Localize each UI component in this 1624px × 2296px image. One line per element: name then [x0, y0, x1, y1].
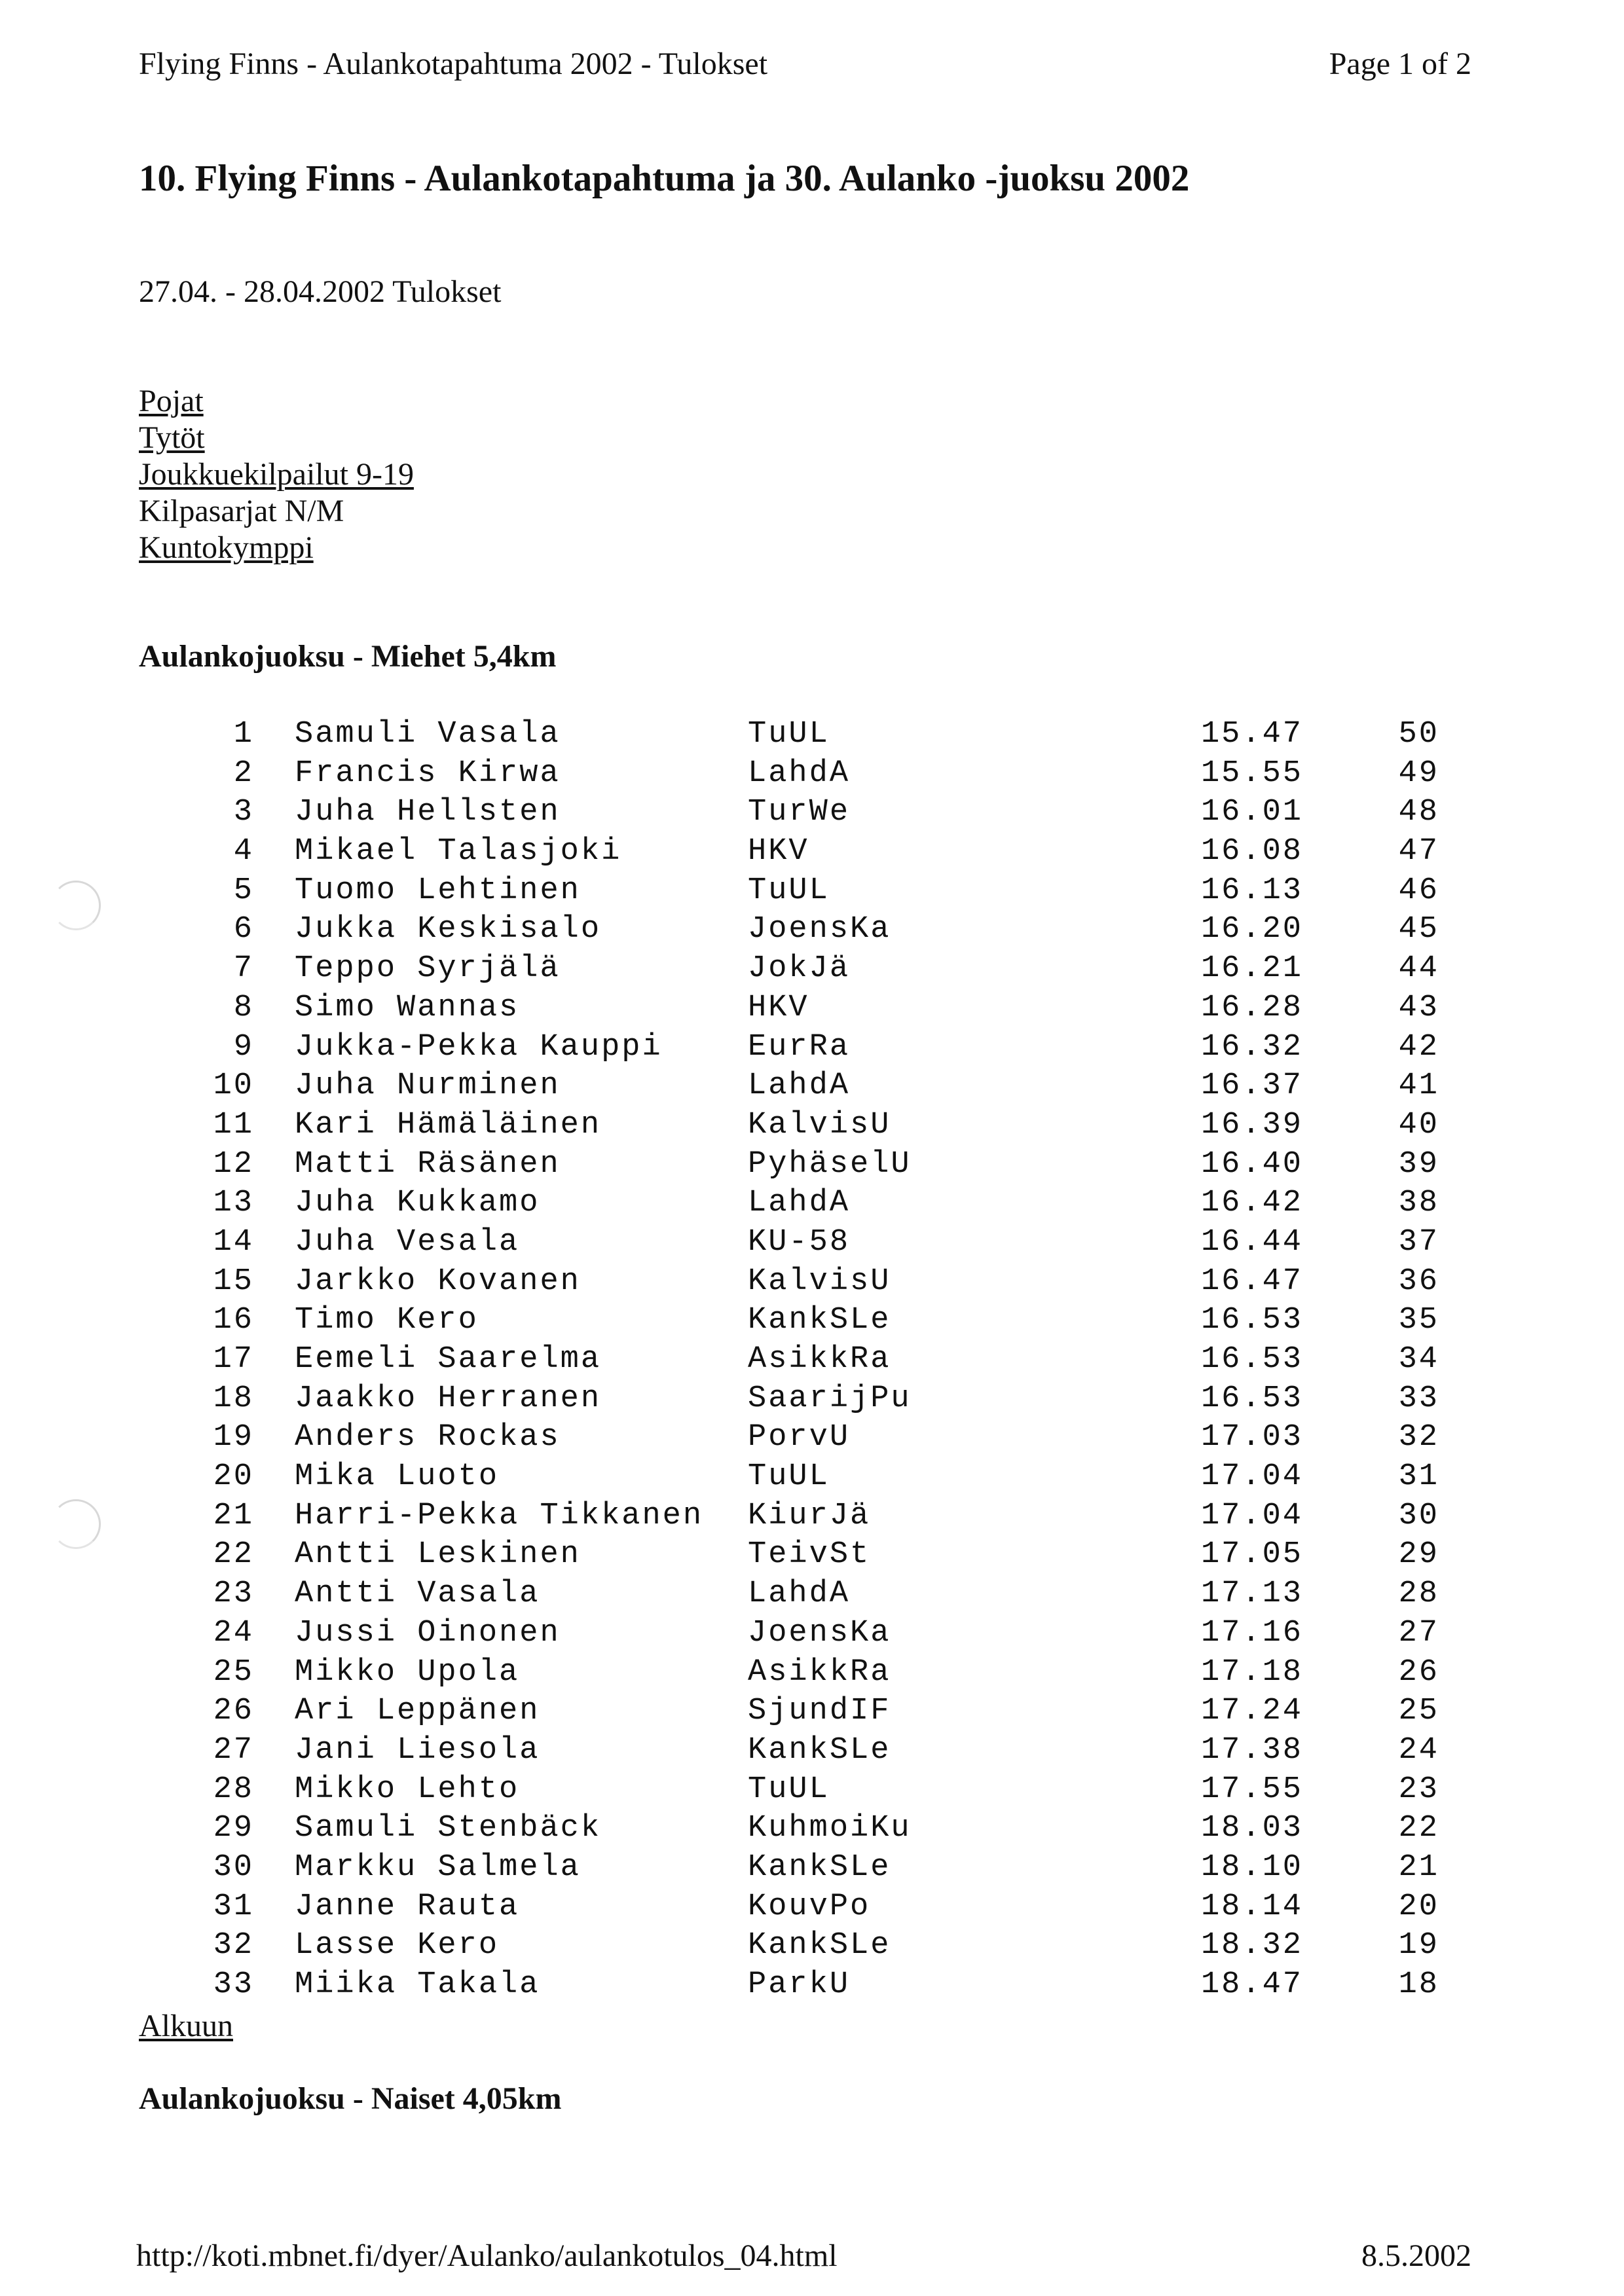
result-points: 20 [1398, 1889, 1439, 1924]
result-club: PorvU [748, 1420, 851, 1455]
result-name: Janne Rauta [295, 1889, 520, 1924]
result-position: 24 [213, 1615, 254, 1650]
result-club: AsikkRa [748, 1654, 891, 1690]
result-club: SjundIF [748, 1694, 891, 1729]
nav-link-joukkuekilpailut[interactable]: Joukkuekilpailut 9-19 [139, 457, 414, 492]
result-points: 48 [1398, 795, 1439, 830]
result-name: Francis Kirwa [295, 756, 561, 791]
result-points: 43 [1398, 990, 1439, 1025]
results-table [0, 715, 1624, 2005]
result-row [0, 1301, 1624, 1340]
result-club: HKV [748, 990, 809, 1025]
result-club: TuUL [748, 873, 830, 908]
result-name: Juha Vesala [295, 1224, 520, 1260]
nav-item-kuntokymppi[interactable] [139, 530, 414, 566]
result-time: 18.14 [1200, 1889, 1303, 1924]
result-row [0, 989, 1624, 1028]
section-heading-women: Aulankojuoksu - Naiset 4,05km [139, 2081, 562, 2116]
result-position: 32 [213, 1928, 254, 1963]
result-time: 16.40 [1200, 1146, 1303, 1182]
result-row [0, 1457, 1624, 1497]
result-name: Miika Takala [295, 1967, 540, 2002]
result-row [0, 1614, 1624, 1653]
result-position: 17 [213, 1342, 254, 1377]
result-points: 24 [1398, 1732, 1439, 1768]
result-row [0, 1575, 1624, 1614]
result-time: 16.13 [1200, 873, 1303, 908]
result-points: 33 [1398, 1381, 1439, 1416]
result-name: Ari Leppänen [295, 1694, 540, 1729]
result-position: 9 [233, 1029, 254, 1065]
result-row [0, 1848, 1624, 1887]
result-points: 38 [1398, 1186, 1439, 1221]
result-row [0, 1731, 1624, 1770]
result-position: 8 [233, 990, 254, 1025]
result-time: 17.13 [1200, 1576, 1303, 1612]
result-position: 14 [213, 1224, 254, 1260]
result-points: 34 [1398, 1342, 1439, 1377]
result-name: Jukka Keskisalo [295, 912, 602, 947]
result-club: TurWe [748, 795, 851, 830]
result-position: 7 [233, 951, 254, 987]
result-points: 26 [1398, 1654, 1439, 1690]
result-time: 16.53 [1200, 1342, 1303, 1377]
result-name: Kari Hämäläinen [295, 1107, 602, 1142]
result-name: Samuli Vasala [295, 717, 561, 752]
result-name: Markku Salmela [295, 1850, 581, 1885]
result-position: 29 [213, 1811, 254, 1846]
result-row [0, 1418, 1624, 1457]
nav-label-kilpasarjat: Kilpasarjat N/M [139, 494, 344, 528]
result-row [0, 871, 1624, 911]
result-time: 17.05 [1200, 1537, 1303, 1573]
result-row [0, 1887, 1624, 1927]
result-points: 19 [1398, 1928, 1439, 1963]
result-time: 16.42 [1200, 1186, 1303, 1221]
result-club: ParkU [748, 1967, 851, 2002]
result-points: 31 [1398, 1459, 1439, 1495]
result-time: 17.16 [1200, 1615, 1303, 1650]
result-club: KU-58 [748, 1224, 851, 1260]
result-points: 47 [1398, 834, 1439, 869]
result-time: 16.53 [1200, 1381, 1303, 1416]
page-title: 10. Flying Finns - Aulankotapahtuma ja 30. Aulanko -juoksu 2002 [139, 158, 1190, 199]
result-name: Lasse Kero [295, 1928, 500, 1963]
result-club: KalvisU [748, 1107, 891, 1142]
result-row [0, 1653, 1624, 1692]
result-row [0, 793, 1624, 832]
result-time: 17.18 [1200, 1654, 1303, 1690]
result-points: 27 [1398, 1615, 1439, 1650]
result-time: 16.53 [1200, 1303, 1303, 1338]
result-club: TuUL [748, 717, 830, 752]
result-club: KankSLe [748, 1303, 891, 1338]
result-row [0, 1106, 1624, 1145]
result-name: Antti Leskinen [295, 1537, 581, 1573]
result-name: Juha Nurminen [295, 1068, 561, 1104]
result-points: 37 [1398, 1224, 1439, 1260]
result-position: 2 [233, 756, 254, 791]
result-position: 22 [213, 1537, 254, 1573]
result-name: Timo Kero [295, 1303, 479, 1338]
nav-item-tytot[interactable] [139, 420, 414, 456]
result-position: 27 [213, 1732, 254, 1768]
result-club: TuUL [748, 1459, 830, 1495]
result-points: 28 [1398, 1576, 1439, 1612]
nav-link-kuntokymppi[interactable]: Kuntokymppi [139, 530, 314, 565]
event-dates: 27.04. - 28.04.2002 Tulokset [139, 274, 502, 309]
result-points: 25 [1398, 1694, 1439, 1729]
result-club: KankSLe [748, 1928, 891, 1963]
result-name: Matti Räsänen [295, 1146, 561, 1182]
result-points: 22 [1398, 1811, 1439, 1846]
result-name: Mikko Lehto [295, 1772, 520, 1807]
result-time: 16.20 [1200, 912, 1303, 947]
result-position: 16 [213, 1303, 254, 1338]
result-position: 19 [213, 1420, 254, 1455]
result-name: Mika Luoto [295, 1459, 500, 1495]
result-name: Eemeli Saarelma [295, 1342, 602, 1377]
result-row [0, 1809, 1624, 1848]
result-time: 15.47 [1200, 717, 1303, 752]
result-points: 35 [1398, 1303, 1439, 1338]
result-club: KankSLe [748, 1850, 891, 1885]
result-club: KankSLe [748, 1732, 891, 1768]
result-row [0, 1379, 1624, 1419]
result-position: 26 [213, 1694, 254, 1729]
result-name: Mikko Upola [295, 1654, 520, 1690]
result-row [0, 1340, 1624, 1379]
result-row [0, 1926, 1624, 1965]
result-position: 5 [233, 873, 254, 908]
result-time: 17.38 [1200, 1732, 1303, 1768]
result-row [0, 1965, 1624, 2005]
result-club: JokJä [748, 951, 851, 987]
result-position: 31 [213, 1889, 254, 1924]
result-row [0, 1262, 1624, 1302]
result-time: 16.21 [1200, 951, 1303, 987]
result-time: 16.28 [1200, 990, 1303, 1025]
result-club: KouvPo [748, 1889, 871, 1924]
result-name: Jani Liesola [295, 1732, 540, 1768]
result-name: Jarkko Kovanen [295, 1264, 581, 1299]
result-points: 46 [1398, 873, 1439, 908]
result-name: Teppo Syrjälä [295, 951, 561, 987]
result-row [0, 715, 1624, 754]
result-name: Tuomo Lehtinen [295, 873, 581, 908]
result-time: 16.01 [1200, 795, 1303, 830]
result-points: 49 [1398, 756, 1439, 791]
result-points: 44 [1398, 951, 1439, 987]
back-to-top-link[interactable]: Alkuun [139, 2009, 233, 2043]
result-position: 21 [213, 1498, 254, 1533]
result-club: AsikkRa [748, 1342, 891, 1377]
result-time: 16.39 [1200, 1107, 1303, 1142]
result-points: 50 [1398, 717, 1439, 752]
result-row [0, 754, 1624, 793]
result-row [0, 1223, 1624, 1262]
nav-link-tytot[interactable]: Tytöt [139, 420, 205, 455]
result-time: 15.55 [1200, 756, 1303, 791]
result-points: 36 [1398, 1264, 1439, 1299]
result-row [0, 1692, 1624, 1731]
result-row [0, 949, 1624, 989]
result-position: 10 [213, 1068, 254, 1104]
result-points: 45 [1398, 912, 1439, 947]
result-club: LahdA [748, 756, 851, 791]
result-name: Harri-Pekka Tikkanen [295, 1498, 704, 1533]
result-time: 16.37 [1200, 1068, 1303, 1104]
result-position: 1 [233, 717, 254, 752]
result-position: 4 [233, 834, 254, 869]
result-position: 23 [213, 1576, 254, 1612]
result-time: 18.32 [1200, 1928, 1303, 1963]
result-position: 30 [213, 1850, 254, 1885]
result-position: 18 [213, 1381, 254, 1416]
result-position: 25 [213, 1654, 254, 1690]
result-points: 21 [1398, 1850, 1439, 1885]
nav-item-joukkuekilpailut[interactable] [139, 456, 414, 493]
result-club: KalvisU [748, 1264, 891, 1299]
category-nav [139, 383, 414, 566]
result-row [0, 1184, 1624, 1223]
result-name: Jussi Oinonen [295, 1615, 561, 1650]
result-name: Simo Wannas [295, 990, 520, 1025]
result-points: 29 [1398, 1537, 1439, 1573]
result-name: Juha Kukkamo [295, 1186, 540, 1221]
result-row [0, 1028, 1624, 1067]
result-club: PyhäselU [748, 1146, 912, 1182]
result-club: JoensKa [748, 1615, 891, 1650]
result-position: 15 [213, 1264, 254, 1299]
result-position: 12 [213, 1146, 254, 1182]
page-number: Page 1 of 2 [1329, 46, 1471, 81]
result-position: 11 [213, 1107, 254, 1142]
result-club: LahdA [748, 1186, 851, 1221]
result-points: 30 [1398, 1498, 1439, 1533]
result-position: 20 [213, 1459, 254, 1495]
result-time: 18.03 [1200, 1811, 1303, 1846]
result-points: 39 [1398, 1146, 1439, 1182]
result-time: 17.04 [1200, 1498, 1303, 1533]
result-time: 16.08 [1200, 834, 1303, 869]
footer-date: 8.5.2002 [1361, 2238, 1471, 2273]
result-points: 18 [1398, 1967, 1439, 2002]
result-time: 18.10 [1200, 1850, 1303, 1885]
page-header-title: Flying Finns - Aulankotapahtuma 2002 - Tulokset [139, 46, 768, 81]
result-points: 23 [1398, 1772, 1439, 1807]
result-row [0, 1066, 1624, 1106]
result-name: Juha Hellsten [295, 795, 561, 830]
result-name: Jaakko Herranen [295, 1381, 602, 1416]
result-time: 16.47 [1200, 1264, 1303, 1299]
result-position: 28 [213, 1772, 254, 1807]
result-time: 17.55 [1200, 1772, 1303, 1807]
footer-url: http://koti.mbnet.fi/dyer/Aulanko/aulankotulos_04.html [136, 2238, 838, 2273]
result-club: KiurJä [748, 1498, 871, 1533]
nav-item-pojat[interactable] [139, 383, 414, 420]
result-time: 16.32 [1200, 1029, 1303, 1065]
nav-item-kilpasarjat [139, 493, 414, 530]
result-time: 17.04 [1200, 1459, 1303, 1495]
result-position: 33 [213, 1967, 254, 2002]
result-row [0, 1145, 1624, 1184]
result-row [0, 832, 1624, 871]
result-position: 3 [233, 795, 254, 830]
result-points: 32 [1398, 1420, 1439, 1455]
result-time: 18.47 [1200, 1967, 1303, 2002]
result-row [0, 1497, 1624, 1536]
result-club: TuUL [748, 1772, 830, 1807]
nav-link-pojat[interactable]: Pojat [139, 384, 204, 418]
result-name: Anders Rockas [295, 1420, 561, 1455]
result-position: 13 [213, 1186, 254, 1221]
result-name: Samuli Stenbäck [295, 1811, 602, 1846]
result-club: LahdA [748, 1576, 851, 1612]
back-to-top[interactable] [139, 2008, 233, 2044]
result-name: Antti Vasala [295, 1576, 540, 1612]
result-row [0, 1535, 1624, 1575]
result-club: JoensKa [748, 912, 891, 947]
result-row [0, 1770, 1624, 1810]
result-row [0, 910, 1624, 949]
result-club: TeivSt [748, 1537, 871, 1573]
result-position: 6 [233, 912, 254, 947]
result-time: 17.03 [1200, 1420, 1303, 1455]
result-club: KuhmoiKu [748, 1811, 912, 1846]
result-points: 41 [1398, 1068, 1439, 1104]
result-points: 42 [1398, 1029, 1439, 1065]
section-heading-men: Aulankojuoksu - Miehet 5,4km [139, 639, 557, 674]
result-time: 16.44 [1200, 1224, 1303, 1260]
result-club: SaarijPu [748, 1381, 912, 1416]
result-name: Mikael Talasjoki [295, 834, 622, 869]
result-time: 17.24 [1200, 1694, 1303, 1729]
result-club: LahdA [748, 1068, 851, 1104]
result-points: 40 [1398, 1107, 1439, 1142]
result-club: EurRa [748, 1029, 851, 1065]
result-name: Jukka-Pekka Kauppi [295, 1029, 663, 1065]
result-club: HKV [748, 834, 809, 869]
